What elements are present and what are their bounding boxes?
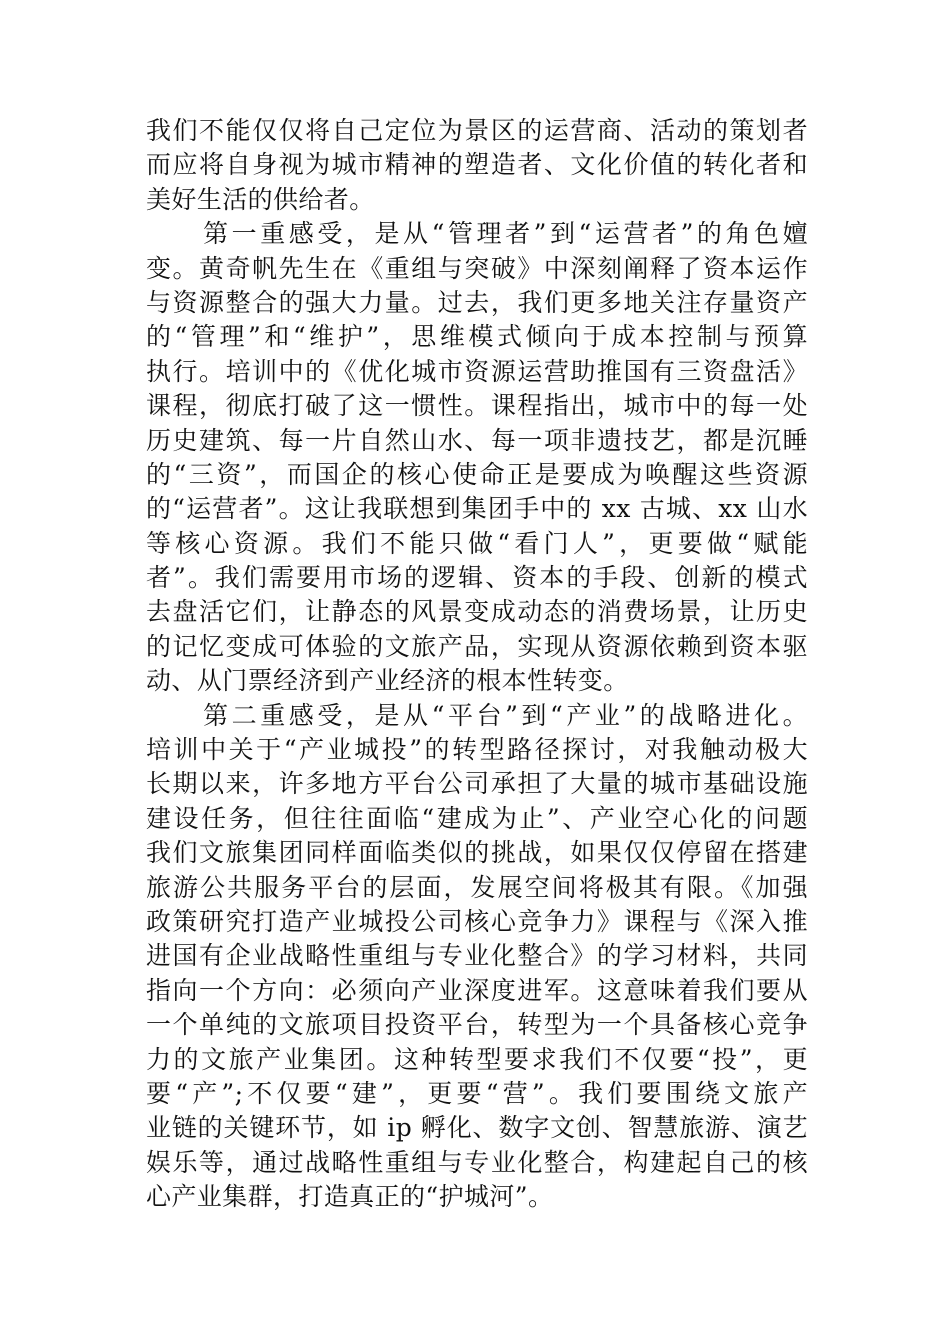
text-line: 进国有企业战略性重组与专业化整合》的学习材料，共同 (146, 941, 808, 971)
text-line: 力的文旅产业集团。这种转型要求我们不仅要“投”，更 (146, 1044, 808, 1074)
text-line: 与资源整合的强大力量。过去，我们更多地关注存量资产 (146, 287, 808, 317)
text-line: 娱乐等，通过战略性重组与专业化整合，构建起自己的核 (146, 1147, 808, 1177)
text-line: 动、从门票经济到产业经济的根本性转变。 (146, 666, 629, 696)
text-line: 政策研究打造产业城投公司核心竞争力》课程与《深入推 (146, 906, 808, 936)
text-line: 要“产”;不仅要“建”，更要“营”。我们要围绕文旅产 (146, 1078, 808, 1108)
text-line: 变。黄奇帆先生在《重组与突破》中深刻阐释了资本运作 (146, 253, 808, 283)
text-line: 等核心资源。我们不能只做“看门人”，更要做“赋能 (146, 528, 808, 558)
text-line: 美好生活的供给者。 (146, 184, 375, 214)
text-line: 建设任务，但往往面临“建成为止”、产业空心化的问题 (146, 803, 808, 833)
text-line: 历史建筑、每一片自然山水、每一项非遗技艺，都是沉睡 (146, 425, 808, 455)
text-line: 培训中关于“产业城投”的转型路径探讨，对我触动极大 (146, 735, 808, 765)
text-line: 课程，彻底打破了这一惯性。课程指出，城市中的每一处 (146, 391, 808, 421)
text-line: 旅游公共服务平台的层面，发展空间将极其有限。《加强 (146, 872, 808, 902)
text-line: 指向一个方向：必须向产业深度进军。这意味着我们要从 (146, 975, 808, 1005)
text-line: 的记忆变成可体验的文旅产品，实现从资源依赖到资本驱 (146, 631, 808, 661)
text-line: 长期以来，许多地方平台公司承担了大量的城市基础设施 (146, 769, 808, 799)
text-line: 第二重感受，是从“平台”到“产业”的战略进化。 (146, 700, 808, 730)
text-line: 我们不能仅仅将自己定位为景区的运营商、活动的策划者 (146, 116, 808, 145)
text-line: 一个单纯的文旅项目投资平台，转型为一个具备核心竞争 (146, 1010, 808, 1040)
text-line: 我们文旅集团同样面临类似的挑战，如果仅仅停留在搭建 (146, 838, 808, 868)
text-line: 的“三资”，而国企的核心使命正是要成为唤醒这些资源 (146, 459, 808, 489)
body-text (146, 114, 808, 1215)
text-line: 者”。我们需要用市场的逻辑、资本的手段、创新的模式 (146, 563, 808, 593)
text-line: 的“管理”和“维护”，思维模式倾向于成本控制与预算 (146, 322, 808, 352)
text-line: 业链的关键环节，如 ip 孵化、数字文创、智慧旅游、演艺 (146, 1113, 808, 1143)
text-line: 心产业集群，打造真正的“护城河”。 (146, 1182, 554, 1212)
text-line: 而应将自身视为城市精神的塑造者、文化价值的转化者和 (146, 150, 808, 180)
text-line: 的“运营者”。这让我联想到集团手中的 xx 古城、xx 山水 (146, 494, 808, 524)
text-line: 去盘活它们，让静态的风景变成动态的消费场景，让历史 (146, 597, 808, 627)
text-line: 执行。培训中的《优化城市资源运营助推国有三资盘活》 (146, 356, 808, 386)
text-line: 第一重感受，是从“管理者”到“运营者”的角色嬗 (146, 219, 808, 249)
